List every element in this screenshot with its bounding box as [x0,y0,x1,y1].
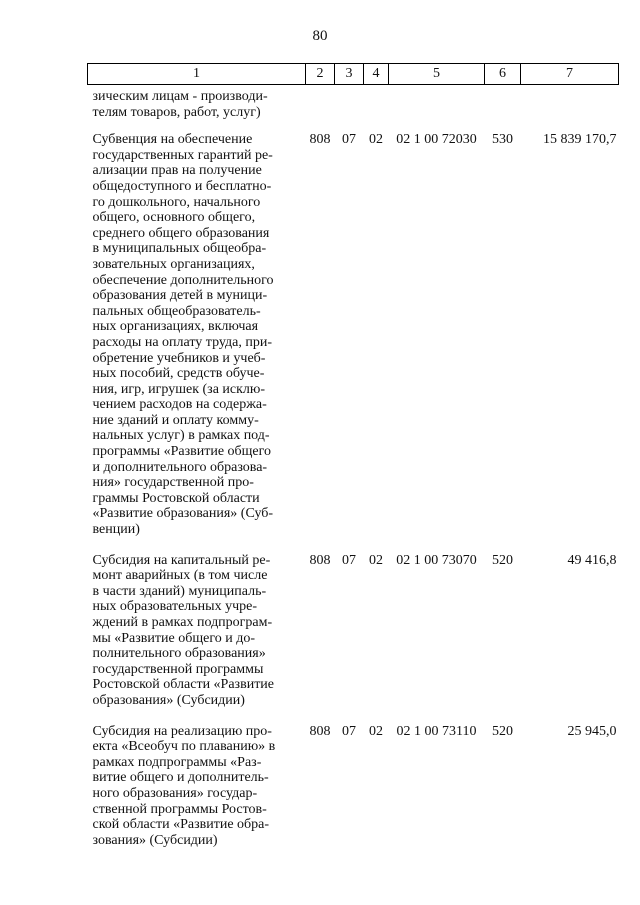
row-name-line: екта «Всеобуч по плаванию» в [92,739,276,755]
row-section-code: 07 [342,132,356,148]
row-subsection-code: 02 [369,552,383,568]
row-name-line: Субсидия на реализацию про- [92,723,272,739]
table-row [88,125,619,545]
row-name-line: зовательных организациях, [92,256,255,272]
row-name-line: обретение учебников и учеб- [92,350,266,366]
row-name-line: ного образования» государ- [92,785,258,801]
row-name-line: государственных гарантий ре- [92,147,273,163]
row-name [88,717,306,857]
row-name-line: Ростовской области «Развитие [92,677,275,693]
continuation-line: зическим лицам - производи- [92,89,268,104]
row-name-line: нальных услуг) в рамках под- [92,428,270,444]
row-name-line: ния» государственной про- [92,475,254,491]
row-name-line: витие общего и дополнитель- [92,770,269,786]
row-amount: 25 945,0 [567,723,617,739]
row-target-article: 02 1 00 73070 [396,552,477,568]
header-col-6: 6 [485,64,521,85]
row-name-line: ных образовательных учре- [92,599,257,615]
row-ministry-code: 808 [309,552,331,568]
row-name-line: чением расходов на содержа- [92,397,267,413]
header-row [88,64,619,85]
row-name-line: полнительного образования» [92,646,266,662]
row-name-line: ния, игр, игрушек (за исклю- [92,381,266,397]
row-name-line: программы «Развитие общего [92,444,272,460]
header-col-2: 2 [306,64,335,85]
row-amount: 15 839 170,7 [543,132,617,148]
row-name-line: в части зданий) муниципаль- [92,583,267,599]
row-name-line: Субсидия на капитальный ре- [92,552,271,568]
row-name-line: рамках подпрограммы «Раз- [92,754,262,770]
row-expense-type: 530 [492,132,513,148]
row-name [88,125,306,545]
row-name-line: го дошкольного, начального [92,194,261,210]
row-subsection-code: 02 [369,132,383,148]
row-name-line: среднего общего образования [92,225,270,241]
header-col-7: 7 [521,64,619,85]
row-section-code: 07 [342,552,356,568]
row-name-line: граммы Ростовской области [92,490,260,506]
page-number: 80 [312,28,328,44]
row-name-line: общего, основного общего, [92,210,256,226]
row-subsection-code: 02 [369,723,383,739]
continuation-line: телям товаров, работ, услуг) [92,104,261,120]
row-name-line: ных пособий, средств обуче- [92,366,265,382]
row-name-line: ализации прав на получение [92,163,262,179]
row-name-line: монт аварийных (в том числе [92,568,268,584]
row-name-line: и дополнительного образова- [92,459,268,475]
row-name-line: общедоступного и бесплатно- [92,178,272,194]
continuation-text [88,85,306,126]
table-row [88,546,619,717]
row-name-line: ных организациях, включая [92,319,259,335]
row-name-line: венции) [92,522,140,538]
budget-table [87,63,619,856]
row-section-code: 07 [342,723,356,739]
row-ministry-code: 808 [309,132,331,148]
row-amount: 49 416,8 [567,552,617,568]
row-name-line: зования» (Субсидии) [92,832,218,848]
header-col-5: 5 [389,64,485,85]
row-name-line: ственной программы Ростов- [92,801,267,817]
row-name-line: ской области «Развитие обра- [92,817,270,833]
row-name-line: «Развитие образования» (Суб- [92,506,274,522]
row-ministry-code: 808 [309,723,331,739]
header-col-3: 3 [335,64,364,85]
row-name-line: государственной программы [92,661,264,677]
header-col-4: 4 [364,64,389,85]
row-name-line: ждений в рамках подпрограм- [92,615,273,630]
row-name [88,546,306,717]
row-name-line: расходы на оплату труда, при- [92,334,273,350]
continuation-row [88,85,619,126]
row-target-article: 02 1 00 72030 [396,132,477,148]
row-name-line: Субвенция на обеспечение [92,132,253,148]
row-expense-type: 520 [492,552,513,568]
row-name-line: образования детей в муници- [92,288,268,304]
header-col-1: 1 [88,64,306,85]
row-target-article: 02 1 00 73110 [396,723,477,739]
row-name-line: мы «Развитие общего и до- [92,630,256,646]
row-expense-type: 520 [492,723,513,739]
row-name-line: пальных общеобразователь- [92,303,261,319]
table-row [88,717,619,857]
row-name-line: ние зданий и оплату комму- [92,412,259,428]
row-name-line: образования» (Субсидии) [92,692,245,708]
row-name-line: обеспечение дополнительного [92,272,274,288]
row-name-line: в муниципальных общеобра- [92,241,267,257]
